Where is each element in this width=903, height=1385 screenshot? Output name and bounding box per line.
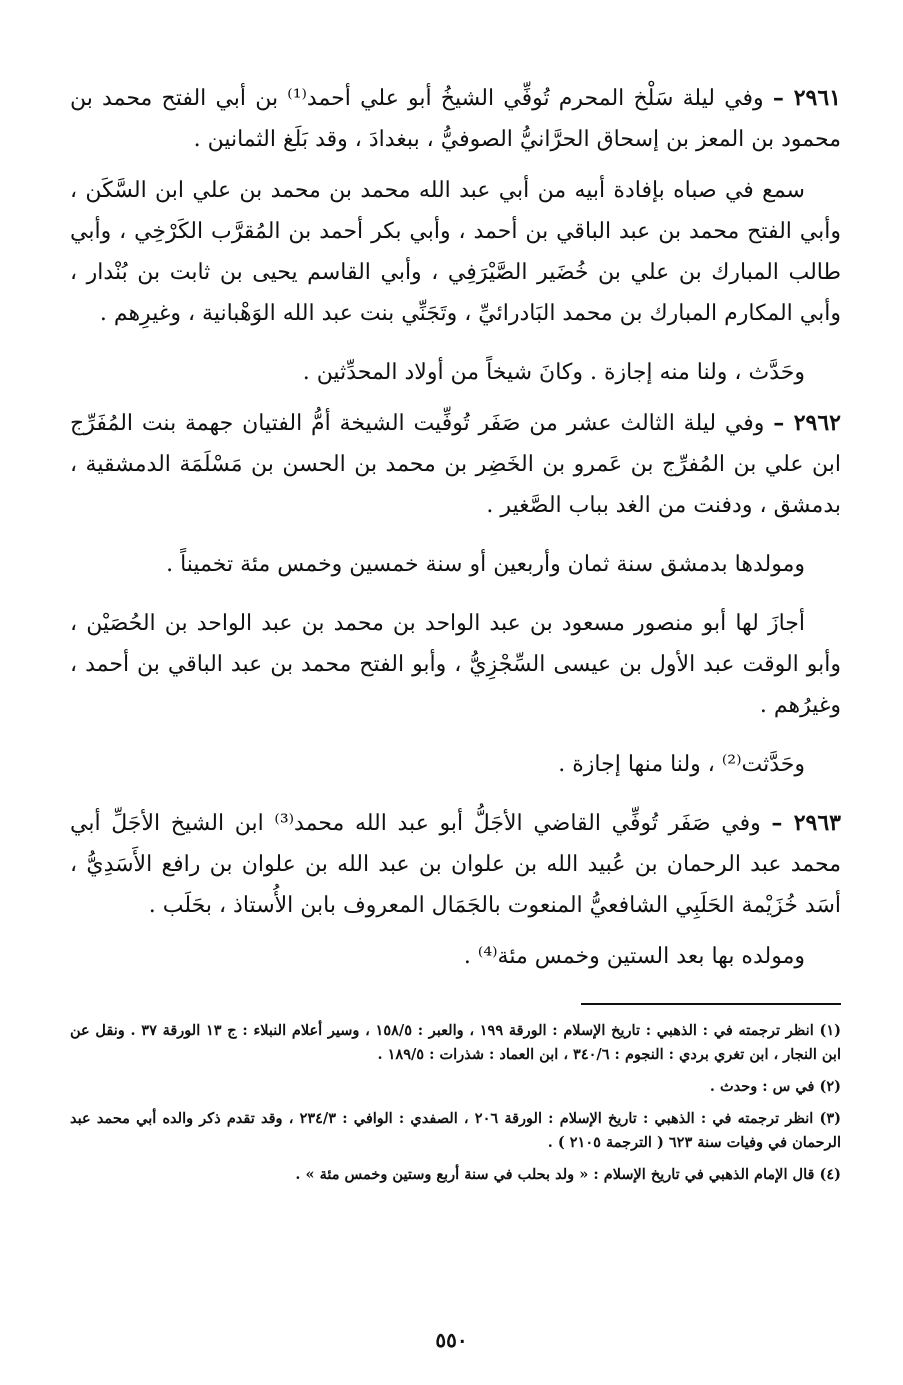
- footnote-separator: [581, 1003, 841, 1005]
- main-text: [70, 78, 841, 977]
- entry-2962: [70, 403, 841, 526]
- paragraph: وحَدَّثت⁽²⁾ ، ولنا منها إجازة .: [558, 752, 805, 777]
- entry-text: وفي ليلة سَلْخ المحرم تُوفِّي الشيخُ أبو علي أحمد⁽¹⁾ بن أبي الفتح محمد بن محمود بن المعز بن إسحاق الحرَّانيُّ الصوفيُّ ، ببغدادَ ، وقد بَلَغ الثمانين .: [70, 86, 841, 152]
- entry-number: ٢٩٦٢ –: [773, 410, 841, 436]
- entry-text: وفي صَفَر تُوفِّي القاضي الأجَلُّ أبو عبد الله محمد⁽³⁾ ابن الشيخ الأجَلِّ أبي محمد عبد الرحمان بن عُبيد الله بن علوان بن عبد الله بن علوان بن رافع الأَسَدِيُّ ، أسَد خُزَيْمة الحَلَبِي الشافعيُّ المنعوت بالجَمَال المعروف بابن الأُستاذ ، بحَلَب .: [70, 811, 841, 918]
- footnote: (٣) انظر ترجمته في : الذهبي : تاريخ الإسلام : الورقة ٢٠٦ ، الصفدي : الوافي : ٢٣٤/٣ ، وقد تقدم ذكر والده أبي محمد عبد الرحمان في وفيات سنة ٦٢٣ ( الترجمة ٢١٠٥ ) .: [70, 1110, 841, 1151]
- footnote: (٤) قال الإمام الذهبي في تاريخ الإسلام : « ولد بحلب في سنة أربع وستين وخمس مئة » .: [295, 1166, 841, 1183]
- footnotes: [70, 1019, 841, 1187]
- entry-number: ٢٩٦٣ –: [771, 810, 841, 836]
- paragraph: ومولدها بدمشق سنة ثمان وأربعين أو سنة خمسين وخمس مئة تخميناً .: [166, 552, 805, 577]
- paragraph: أجازَ لها أبو منصور مسعود بن عبد الواحد بن محمد بن عبد الواحد بن الحُصَيْن ، وأبو الوقت عبد الأول بن عيسى السِّجْزِيُّ ، وأبو الفتح محمد بن عبد الباقي بن أحمد ، وغيرُهم .: [70, 611, 841, 718]
- entry-text: وفي ليلة الثالث عشر من صَفَر تُوفِّيت الشيخة أمُّ الفتيان جهمة بنت المُفَرِّج ابن علي بن المُفرِّج بن عَمرو بن الخَضِر بن محمد بن الحسن بن مَسْلَمَة الدمشقية ، بدمشق ، ودفنت من الغد بباب الصَّغير .: [70, 411, 841, 518]
- entry-2961: [70, 78, 841, 160]
- footnote: (١) انظر ترجمته في : الذهبي : تاريخ الإسلام : الورقة ١٩٩ ، والعبر : ١٥٨/٥ ، وسير أعلام النبلاء : ج ١٣ الورقة ٣٧ . ونقل عن ابن النجار ، ابن تغري بردي : النجوم : ٣٤٠/٦ ، ابن العماد : شذرات : ١٨٩/٥ .: [70, 1022, 841, 1063]
- page-number: ٥٥٠: [435, 1328, 468, 1352]
- paragraph: سمع في صباه بإفادة أبيه من أبي عبد الله محمد بن محمد بن علي ابن السَّكَن ، وأبي الفتح محمد بن عبد الباقي بن أحمد ، وأبي بكر أحمد بن المُقرَّب الكَرْخِي ، وأبي طالب المبارك بن علي بن خُضَير الصَّيْرَفِي ، وأبي القاسم يحيى بن ثابت بن بُنْدار ، وأبي المكارم المبارك بن محمد البَادرائيِّ ، وتَجَنِّي بنت عبد الله الوَهْبانية ، وغيرِهم .: [70, 178, 841, 326]
- entry-number: ٢٩٦١ –: [772, 85, 841, 111]
- paragraph: وحَدَّث ، ولنا منه إجازة . وكانَ شيخاً من أولاد المحدِّثين .: [302, 360, 805, 385]
- entry-2963: [70, 803, 841, 926]
- footnote: (٢) في س : وحدث .: [709, 1078, 841, 1095]
- paragraph: ومولده بها بعد الستين وخمس مئة⁽⁴⁾ .: [463, 944, 805, 969]
